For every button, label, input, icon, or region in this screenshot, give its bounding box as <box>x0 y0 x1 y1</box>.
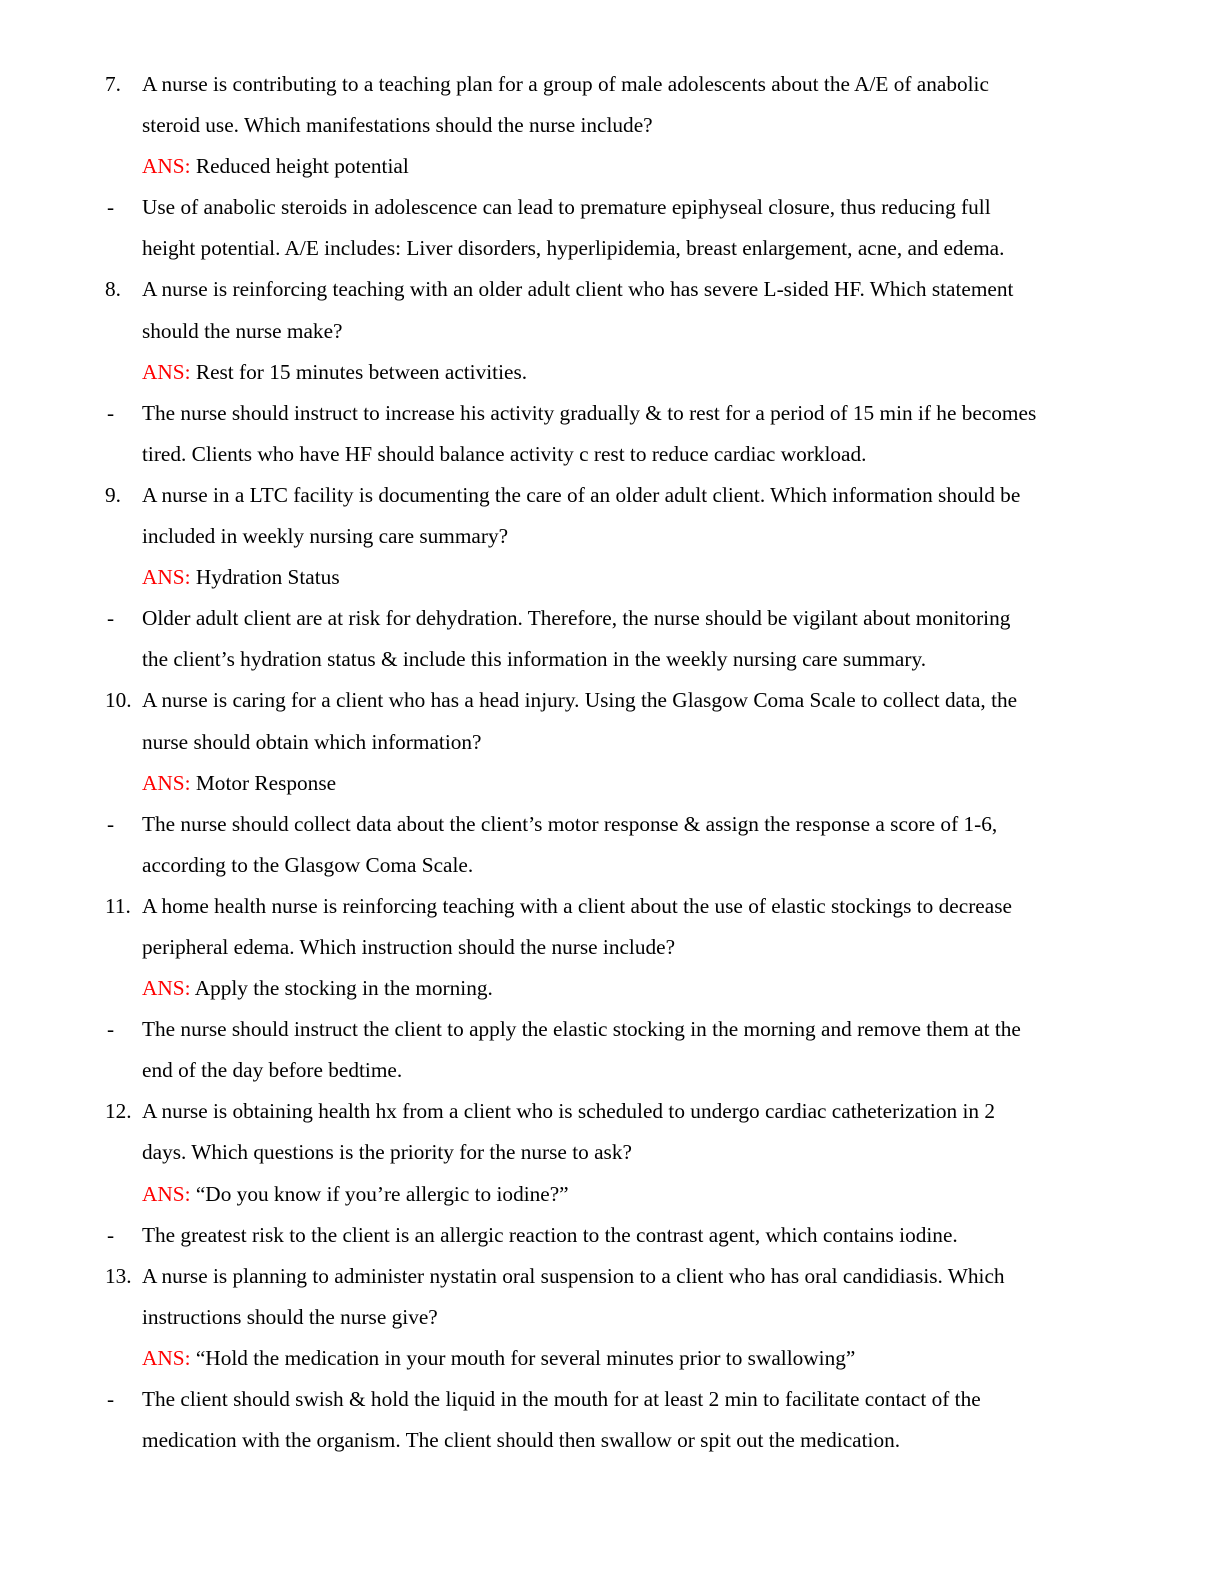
question-line <box>0 105 1224 146</box>
question-number: 12. <box>105 1099 132 1124</box>
question-13 <box>0 1256 1224 1461</box>
rationale-dash: - <box>107 1387 115 1411</box>
answer-label: ANS: <box>142 1345 191 1370</box>
rationale-line <box>0 1420 1224 1461</box>
answer-line <box>0 352 1224 393</box>
rationale-line <box>0 1050 1224 1091</box>
rationale-dash: - <box>107 1017 115 1042</box>
question-line <box>0 475 1224 516</box>
question-text: A nurse is reinforcing teaching with an older adult client who has severe L-sided HF. Which statement <box>142 277 1014 302</box>
question-text: A nurse is contributing to a teaching plan for a group of male adolescents about the A/E of anabolic <box>142 72 989 96</box>
rationale-text: according to the Glasgow Coma Scale. <box>142 852 474 877</box>
question-line <box>0 886 1224 927</box>
rationale-line <box>0 434 1224 475</box>
answer-label: ANS: <box>142 770 191 795</box>
rationale-text: The nurse should collect data about the client’s motor response & assign the response a score of 1-6, <box>142 811 998 836</box>
answer-label: ANS: <box>142 359 191 384</box>
answer-label: ANS: <box>142 565 191 590</box>
question-number: 8. <box>105 277 121 302</box>
rationale-line <box>0 1009 1224 1050</box>
rationale-text: The client should swish & hold the liquid in the mouth for at least 2 min to facilitate contact of the <box>142 1387 981 1411</box>
rationale-text: the client’s hydration status & include this information in the weekly nursing care summary. <box>142 647 927 672</box>
answer-label: ANS: <box>142 1181 191 1206</box>
question-line <box>0 516 1224 557</box>
question-12 <box>0 1091 1224 1255</box>
question-9 <box>0 475 1224 680</box>
rationale-dash: - <box>107 606 115 631</box>
rationale-line <box>0 804 1224 845</box>
rationale-line <box>0 639 1224 680</box>
question-line <box>0 927 1224 968</box>
question-text: A nurse in a LTC facility is documenting the care of an older adult client. Which information should be <box>142 482 1021 507</box>
question-text: A home health nurse is reinforcing teaching with a client about the use of elastic stockings to decrease <box>142 893 1012 918</box>
answer-text: Rest for 15 minutes between activities. <box>195 359 528 384</box>
rationale-dash: - <box>107 400 115 425</box>
rationale-line <box>0 187 1224 228</box>
answer-text: Motor Response <box>195 770 337 795</box>
question-text: steroid use. Which manifestations should the nurse include? <box>142 113 653 138</box>
question-line <box>0 1091 1224 1132</box>
answer-line <box>0 146 1224 187</box>
question-line <box>0 311 1224 352</box>
question-number: 11. <box>105 893 131 918</box>
question-text: instructions should the nurse give? <box>142 1304 438 1329</box>
rationale-text: The nurse should instruct the client to apply the elastic stocking in the morning and remove them at the <box>142 1017 1021 1042</box>
rationale-dash: - <box>107 1222 115 1247</box>
question-line <box>0 680 1224 721</box>
question-7 <box>0 64 1224 269</box>
question-text: should the nurse make? <box>142 318 343 343</box>
question-11 <box>0 886 1224 1091</box>
answer-line <box>0 1338 1224 1379</box>
question-line <box>0 722 1224 763</box>
question-text: days. Which questions is the priority for the nurse to ask? <box>142 1140 632 1165</box>
question-10 <box>0 680 1224 885</box>
question-number: 13. <box>105 1263 132 1288</box>
rationale-line <box>0 1379 1224 1420</box>
question-line <box>0 1256 1224 1297</box>
answer-text: Apply the stocking in the morning. <box>194 976 493 1001</box>
rationale-text: The nurse should instruct to increase his activity gradually & to rest for a period of 15 min if he becomes <box>142 400 1037 425</box>
question-text: nurse should obtain which information? <box>142 729 482 754</box>
rationale-text: height potential. A/E includes: Liver disorders, hyperlipidemia, breast enlargement, acne, and edema. <box>142 236 1005 261</box>
rationale-text: end of the day before bedtime. <box>142 1058 403 1083</box>
question-8 <box>0 269 1224 474</box>
question-number: 9. <box>105 482 121 507</box>
question-text: peripheral edema. Which instruction should the nurse include? <box>142 934 676 959</box>
question-line <box>0 64 1224 105</box>
question-text: A nurse is planning to administer nystatin oral suspension to a client who has oral candidiasis. Which <box>142 1263 1005 1288</box>
rationale-line <box>0 1215 1224 1256</box>
question-text: included in weekly nursing care summary? <box>142 524 509 549</box>
question-line <box>0 1132 1224 1173</box>
answer-line <box>0 968 1224 1009</box>
answer-text: Reduced height potential <box>195 154 409 179</box>
document-page <box>0 64 1224 1461</box>
rationale-line <box>0 228 1224 269</box>
answer-text: Hydration Status <box>195 565 340 590</box>
question-number: 7. <box>105 72 121 96</box>
answer-text: “Hold the medication in your mouth for several minutes prior to swallowing” <box>195 1345 856 1370</box>
rationale-text: Older adult client are at risk for dehydration. Therefore, the nurse should be vigilant about monitoring <box>142 606 1011 631</box>
rationale-text: Use of anabolic steroids in adolescence can lead to premature epiphyseal closure, thus reducing full <box>142 195 991 220</box>
answer-line <box>0 557 1224 598</box>
question-line <box>0 1297 1224 1338</box>
rationale-text: medication with the organism. The client should then swallow or spit out the medication. <box>142 1428 901 1453</box>
answer-label: ANS: <box>142 976 191 1001</box>
answer-line <box>0 1174 1224 1215</box>
rationale-dash: - <box>107 811 115 836</box>
question-text: A nurse is caring for a client who has a head injury. Using the Glasgow Coma Scale to collect data, the <box>142 688 1018 713</box>
rationale-text: tired. Clients who have HF should balance activity c rest to reduce cardiac workload. <box>142 441 867 466</box>
question-text: A nurse is obtaining health hx from a client who is scheduled to undergo cardiac catheterization in 2 <box>142 1099 996 1124</box>
answer-label: ANS: <box>142 154 191 179</box>
question-line <box>0 269 1224 310</box>
question-number: 10. <box>105 688 132 713</box>
answer-line <box>0 763 1224 804</box>
rationale-line <box>0 393 1224 434</box>
rationale-text: The greatest risk to the client is an allergic reaction to the contrast agent, which contains iodine. <box>142 1222 958 1247</box>
rationale-dash: - <box>107 195 115 220</box>
rationale-line <box>0 845 1224 886</box>
rationale-line <box>0 598 1224 639</box>
answer-text: “Do you know if you’re allergic to iodine?” <box>195 1181 569 1206</box>
